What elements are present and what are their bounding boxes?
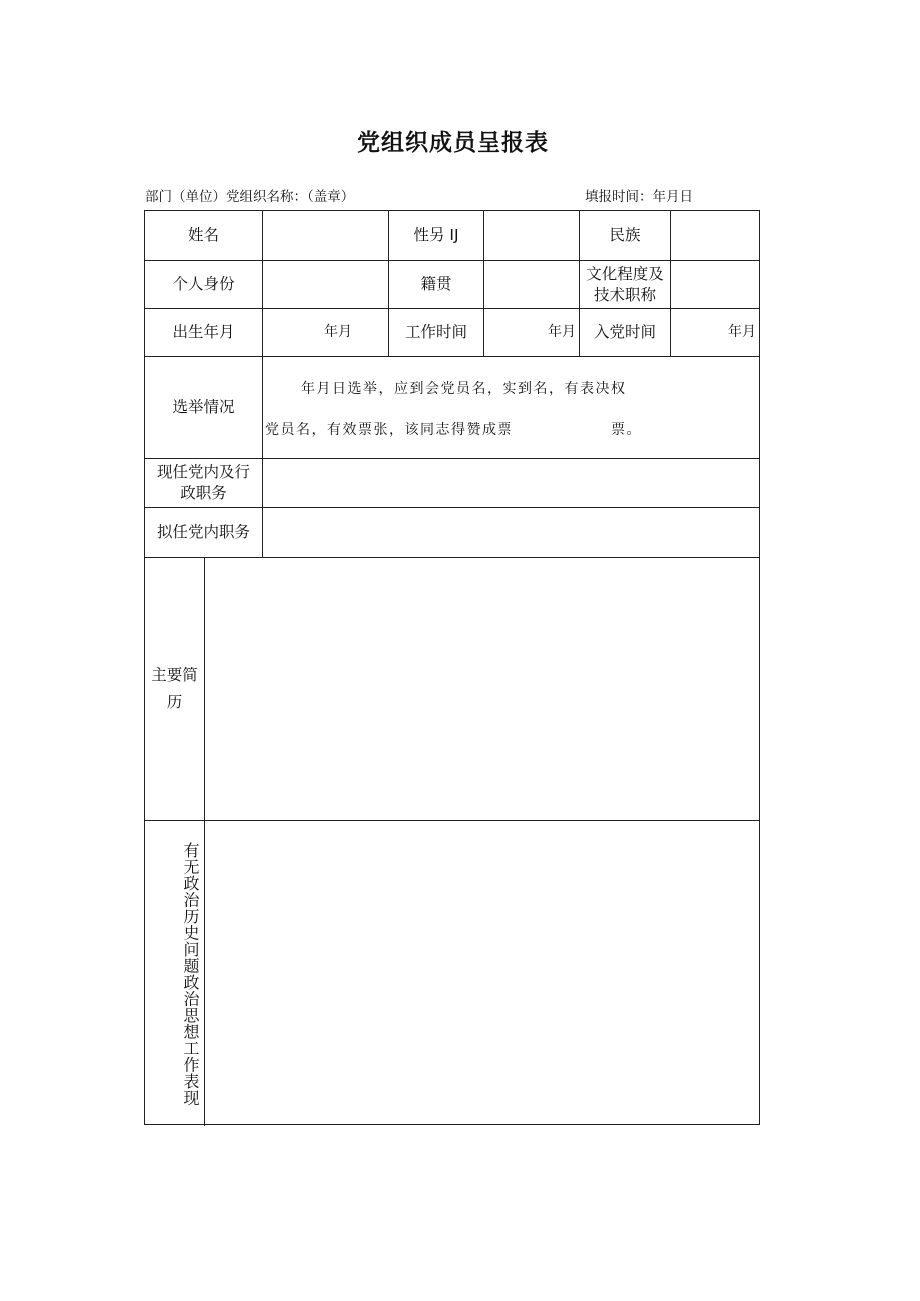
election-label: 选举情况	[172, 398, 235, 416]
report-form-table	[144, 210, 760, 1125]
proposed-post-label: 拟任党内职务	[156, 523, 250, 541]
organization-name-label: 部门（单位）党组织名称：（盖章）	[145, 189, 355, 205]
join-party-label: 入党时间	[593, 323, 656, 341]
election-text-line1: 年月日选举，应到会党员名，实到名，有表决权	[301, 381, 627, 397]
gender-field[interactable]	[484, 211, 579, 260]
form-title: 党组织成员呈报表	[357, 130, 549, 156]
work-time-label: 工作时间	[404, 323, 467, 341]
proposed-post-field[interactable]	[263, 508, 759, 557]
political-history-field[interactable]	[205, 821, 759, 1124]
name-label: 姓名	[187, 226, 219, 244]
birth-label: 出生年月	[172, 323, 235, 341]
name-field[interactable]	[263, 211, 388, 260]
native-place-field[interactable]	[484, 261, 579, 308]
political-history-label: 有无政治历史问题政治思想工作表现	[181, 842, 200, 1106]
current-posts-label: 现任党内及行政职务	[156, 463, 250, 502]
resume-label: 主要简历	[151, 666, 198, 711]
election-text-line2-tail: 票。	[611, 422, 642, 438]
education-field[interactable]	[671, 261, 759, 308]
join-party-field[interactable]: 年月	[728, 324, 756, 340]
election-text-line2-main: 党员名，有效票张，该同志得赞成票	[265, 422, 513, 438]
political-history-label-box	[175, 822, 205, 1126]
identity-label: 个人身份	[172, 275, 235, 293]
election-text-line2	[265, 419, 642, 439]
native-place-label: 籍贯	[420, 275, 452, 293]
ethnicity-field[interactable]	[671, 211, 759, 260]
gender-label: 性另 IJ	[413, 226, 459, 244]
birth-field[interactable]: 年月	[324, 324, 352, 340]
work-time-field[interactable]: 年月	[548, 324, 576, 340]
ethnicity-label: 民族	[609, 226, 641, 244]
current-posts-field[interactable]	[263, 459, 759, 507]
resume-field[interactable]	[205, 558, 759, 820]
fill-date-label: 填报时间：年月日	[585, 189, 693, 205]
identity-field[interactable]	[263, 261, 388, 308]
education-label: 文化程度及技术职称	[586, 264, 664, 304]
